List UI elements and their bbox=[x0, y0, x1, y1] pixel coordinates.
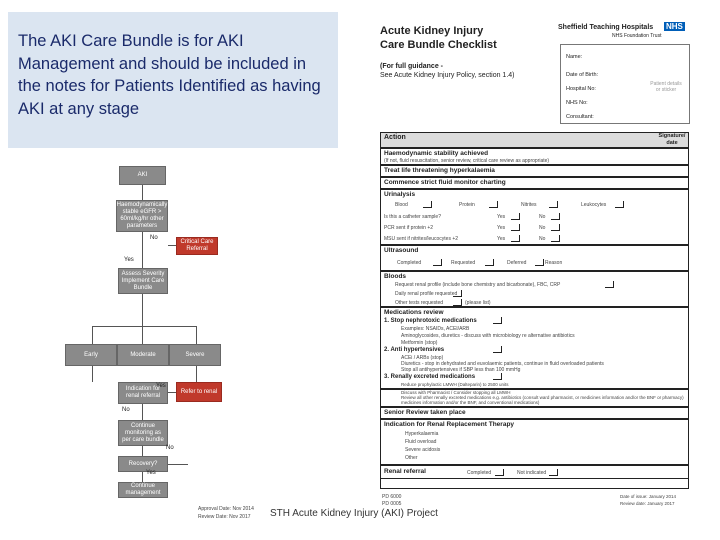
catheter-yes: Yes bbox=[497, 214, 506, 220]
urinalysis-title: Urinalysis bbox=[384, 191, 416, 198]
flow-no-3: No bbox=[166, 445, 174, 451]
row-bloods bbox=[380, 271, 689, 307]
project-footer: STH Acute Kidney Injury (AKI) Project bbox=[270, 508, 438, 519]
row-fluid bbox=[380, 177, 689, 189]
bloods-2: Daily renal profile requested bbox=[395, 291, 458, 297]
row-hyperk bbox=[380, 165, 689, 177]
flow-recovery: Recovery? bbox=[118, 456, 168, 472]
med-1-ex3: Metformin (stop) bbox=[401, 340, 438, 346]
senior-label: Senior Review taken place bbox=[384, 409, 466, 416]
foundation-trust: NHS Foundation Trust bbox=[612, 33, 662, 39]
flow-connector bbox=[168, 245, 176, 246]
row-haemo bbox=[380, 148, 689, 165]
pcr-yes-checkbox[interactable] bbox=[511, 224, 520, 231]
action-header bbox=[380, 132, 689, 148]
haemo-title: Haemodynamic stability achieved bbox=[384, 150, 489, 157]
flow-yes-1: Yes bbox=[124, 257, 134, 263]
field-consultant: Consultant: bbox=[566, 114, 594, 120]
patient-details-box bbox=[560, 44, 690, 124]
bloods-1-checkbox[interactable] bbox=[605, 281, 614, 288]
msu-no-checkbox[interactable] bbox=[551, 235, 560, 242]
msu-no: No bbox=[539, 236, 546, 242]
med-2-ex2: Diuretics - stop in dehydrated and euvolaemic patients, continue in fluid overloaded patients bbox=[401, 361, 604, 367]
doc-date-1: Date of issue: January 2014 bbox=[620, 494, 677, 499]
us-deferred: Deferred bbox=[507, 260, 527, 266]
flow-connector bbox=[92, 326, 196, 327]
urine-protein-checkbox[interactable] bbox=[489, 201, 498, 208]
catheter-yes-checkbox[interactable] bbox=[511, 213, 520, 220]
flow-critical-care: Critical Care Referral bbox=[176, 237, 218, 255]
us-completed-checkbox[interactable] bbox=[433, 259, 442, 266]
med-3-ex3: Review all other renally excreted medications e.g. antibiotics (consult ward pharmacist, or medicines information and/or the BNF or pharmacy) bbox=[401, 395, 684, 400]
bloods-3-checkbox[interactable] bbox=[453, 299, 462, 306]
flow-connector bbox=[142, 472, 143, 482]
guidance-2: See Acute Kidney Injury Policy, section 1.4) bbox=[380, 72, 515, 79]
flow-yes-3: Yes bbox=[146, 470, 156, 476]
flow-connector bbox=[92, 366, 93, 382]
med-3: 3. Renally excreted medications bbox=[384, 374, 476, 380]
bloods-1: Request renal profile (include bone chemistry and bicarbonate), FBC, CRP bbox=[395, 282, 561, 288]
flow-connector bbox=[168, 464, 188, 465]
med-2-ex3: Stop all antihypertensives if SBP less than 100 mmHg bbox=[401, 367, 521, 373]
us-requested: Requested bbox=[451, 260, 476, 266]
flow-continue: Continue monitoring as per care bundle bbox=[118, 420, 168, 446]
field-hospital-no: Hospital No: bbox=[566, 86, 596, 92]
flow-connector bbox=[92, 326, 93, 344]
rrt-item-3: Severe acidosis bbox=[405, 447, 441, 453]
ultrasound-title: Ultrasound bbox=[384, 247, 419, 254]
flow-early: Early bbox=[65, 344, 117, 366]
med-2: 2. Anti hypertensives bbox=[384, 347, 445, 353]
flow-indication: Indication for renal referral bbox=[118, 382, 168, 404]
hyperk-label: Treat life threatening hyperkalaemia bbox=[384, 167, 495, 174]
catheter-no: No bbox=[539, 214, 546, 220]
flow-review-date: Review Date: Nov 2017 bbox=[198, 514, 251, 520]
doc-ref-1: PD 6000 bbox=[382, 494, 402, 500]
flow-connector bbox=[142, 404, 143, 420]
rrt-item-4: Other bbox=[405, 455, 418, 461]
msu-yes-checkbox[interactable] bbox=[511, 235, 520, 242]
flow-no-2: No bbox=[122, 407, 130, 413]
flow-no-1: No bbox=[150, 235, 158, 241]
flow-cont-mgmt: Continue management bbox=[118, 482, 168, 498]
rrt-item-1: Hyperkalaemia bbox=[405, 431, 439, 437]
row-medications bbox=[380, 307, 689, 389]
row-med-3-details bbox=[380, 389, 689, 407]
flow-haemo: Haemodynamically stable eGFR > 60ml/kg/hr other parameters bbox=[116, 200, 168, 232]
urine-blood: Blood bbox=[395, 202, 408, 208]
flow-severe: Severe bbox=[169, 344, 221, 366]
flow-connector bbox=[142, 232, 143, 268]
med-1-checkbox[interactable] bbox=[493, 317, 502, 324]
flow-spacer bbox=[118, 366, 168, 374]
action-label: Action bbox=[384, 134, 406, 141]
doc-ref-2: PD 0005 bbox=[382, 501, 402, 507]
field-dob: Date of Birth: bbox=[566, 72, 599, 78]
med-3-checkbox[interactable] bbox=[493, 373, 502, 380]
urine-protein: Protein bbox=[459, 202, 475, 208]
pcr-question: PCR sent if protein +2 bbox=[384, 225, 434, 231]
catheter-no-checkbox[interactable] bbox=[551, 213, 560, 220]
pcr-no-checkbox[interactable] bbox=[551, 224, 560, 231]
flow-connector bbox=[196, 326, 197, 344]
doc-date-2: Review date: January 2017 bbox=[620, 501, 675, 506]
flow-connector bbox=[142, 294, 143, 344]
intro-callout bbox=[8, 12, 338, 148]
patient-sticker-label: Patient details or sticker bbox=[650, 81, 682, 93]
flow-connector bbox=[142, 185, 143, 200]
hospital-name: Sheffield Teaching Hospitals bbox=[558, 24, 654, 31]
msu-question: MSU sent if nitrites/leucocytes +2 bbox=[384, 236, 459, 242]
checklist-title-2: Care Bundle Checklist bbox=[380, 39, 497, 51]
referral-completed-checkbox[interactable] bbox=[495, 469, 504, 476]
row-urinalysis bbox=[380, 189, 689, 245]
row-ultrasound bbox=[380, 245, 689, 271]
catheter-question: Is this a catheter sample? bbox=[384, 214, 441, 220]
med-1-ex2: Aminoglycosides, diuretics - discuss with microbiology re alternative antibiotics bbox=[401, 333, 575, 339]
med-review-title: Medications review bbox=[384, 309, 444, 316]
urine-leukocytes: Leukocytes bbox=[581, 202, 607, 208]
med-1: 1. Stop nephrotoxic medications bbox=[384, 318, 477, 324]
urine-blood-checkbox[interactable] bbox=[423, 201, 432, 208]
field-name: Name: bbox=[566, 54, 583, 60]
us-requested-checkbox[interactable] bbox=[485, 259, 494, 266]
urine-nitrites: Nitrites bbox=[521, 202, 537, 208]
checklist-bottom-row bbox=[380, 479, 689, 489]
us-reason: Reason bbox=[545, 260, 563, 266]
care-bundle-checklist bbox=[372, 22, 690, 522]
med-2-ex: ACEi / ARBs (stop) bbox=[401, 355, 444, 361]
med-3-ex: Reduce prophylactic LMWH (Dalteparin) to 2500 units bbox=[401, 382, 509, 387]
checklist-title-1: Acute Kidney Injury bbox=[380, 25, 484, 37]
referral-not-indicated: Not indicated bbox=[517, 470, 547, 476]
flow-connector bbox=[168, 392, 176, 393]
haemo-sub: (If not, fluid resuscitation, senior review, critical care review as appropriate) bbox=[384, 158, 550, 164]
referral-not-indicated-checkbox[interactable] bbox=[549, 469, 558, 476]
guidance-1: (For full guidance - bbox=[380, 63, 443, 70]
urine-nitrites-checkbox[interactable] bbox=[549, 201, 558, 208]
flow-assess: Assess Severity Implement Care Bundle bbox=[118, 268, 168, 294]
msu-yes: Yes bbox=[497, 236, 506, 242]
row-rrt bbox=[380, 419, 689, 465]
fluid-label: Commence strict fluid monitor charting bbox=[384, 179, 506, 186]
med-3-ex4: medicines information and/or the BNF, and conventional medications) bbox=[401, 400, 540, 405]
row-senior bbox=[380, 407, 689, 419]
flow-connector bbox=[142, 446, 143, 456]
signature-label: Signature/ date bbox=[658, 133, 686, 146]
med-3-ex2: Discuss with Pharmacist / Consider stopping all LMWH bbox=[401, 390, 511, 395]
bloods-3: Other tests requested bbox=[395, 300, 444, 306]
pcr-no: No bbox=[539, 225, 546, 231]
row-renal-referral bbox=[380, 465, 689, 479]
rrt-title: Indication for Renal Replacement Therapy bbox=[384, 421, 515, 428]
us-completed: Completed bbox=[397, 260, 422, 266]
bloods-title: Bloods bbox=[384, 273, 407, 280]
med-1-ex: Examples: NSAIDs, ACEI/ARB bbox=[401, 326, 470, 332]
referral-completed: Completed bbox=[467, 470, 492, 476]
nhs-logo: NHS bbox=[666, 22, 683, 31]
flow-refer: Refer to renal bbox=[176, 382, 222, 402]
flow-yes-2: Yes bbox=[156, 383, 166, 389]
us-deferred-checkbox[interactable] bbox=[535, 259, 544, 266]
bloods-2-checkbox[interactable] bbox=[453, 290, 462, 297]
flow-moderate: Moderate bbox=[117, 344, 169, 366]
intro-text: The AKI Care Bundle is for AKI Management and should be included in the notes for Patients Identified as having AKI at any stage bbox=[18, 32, 321, 118]
rrt-item-2: Fluid overload bbox=[405, 439, 437, 445]
med-2-checkbox[interactable] bbox=[493, 346, 502, 353]
flow-aki: AKI bbox=[119, 166, 166, 185]
flow-connector bbox=[196, 366, 197, 382]
flow-approval-date: Approval Date: Nov 2014 bbox=[198, 506, 254, 512]
urine-leukocytes-checkbox[interactable] bbox=[615, 201, 624, 208]
pcr-yes: Yes bbox=[497, 225, 506, 231]
field-nhs-no: NHS No: bbox=[566, 100, 588, 106]
renal-referral-label: Renal referral bbox=[384, 468, 426, 475]
bloods-3b: (please list) bbox=[465, 300, 491, 306]
